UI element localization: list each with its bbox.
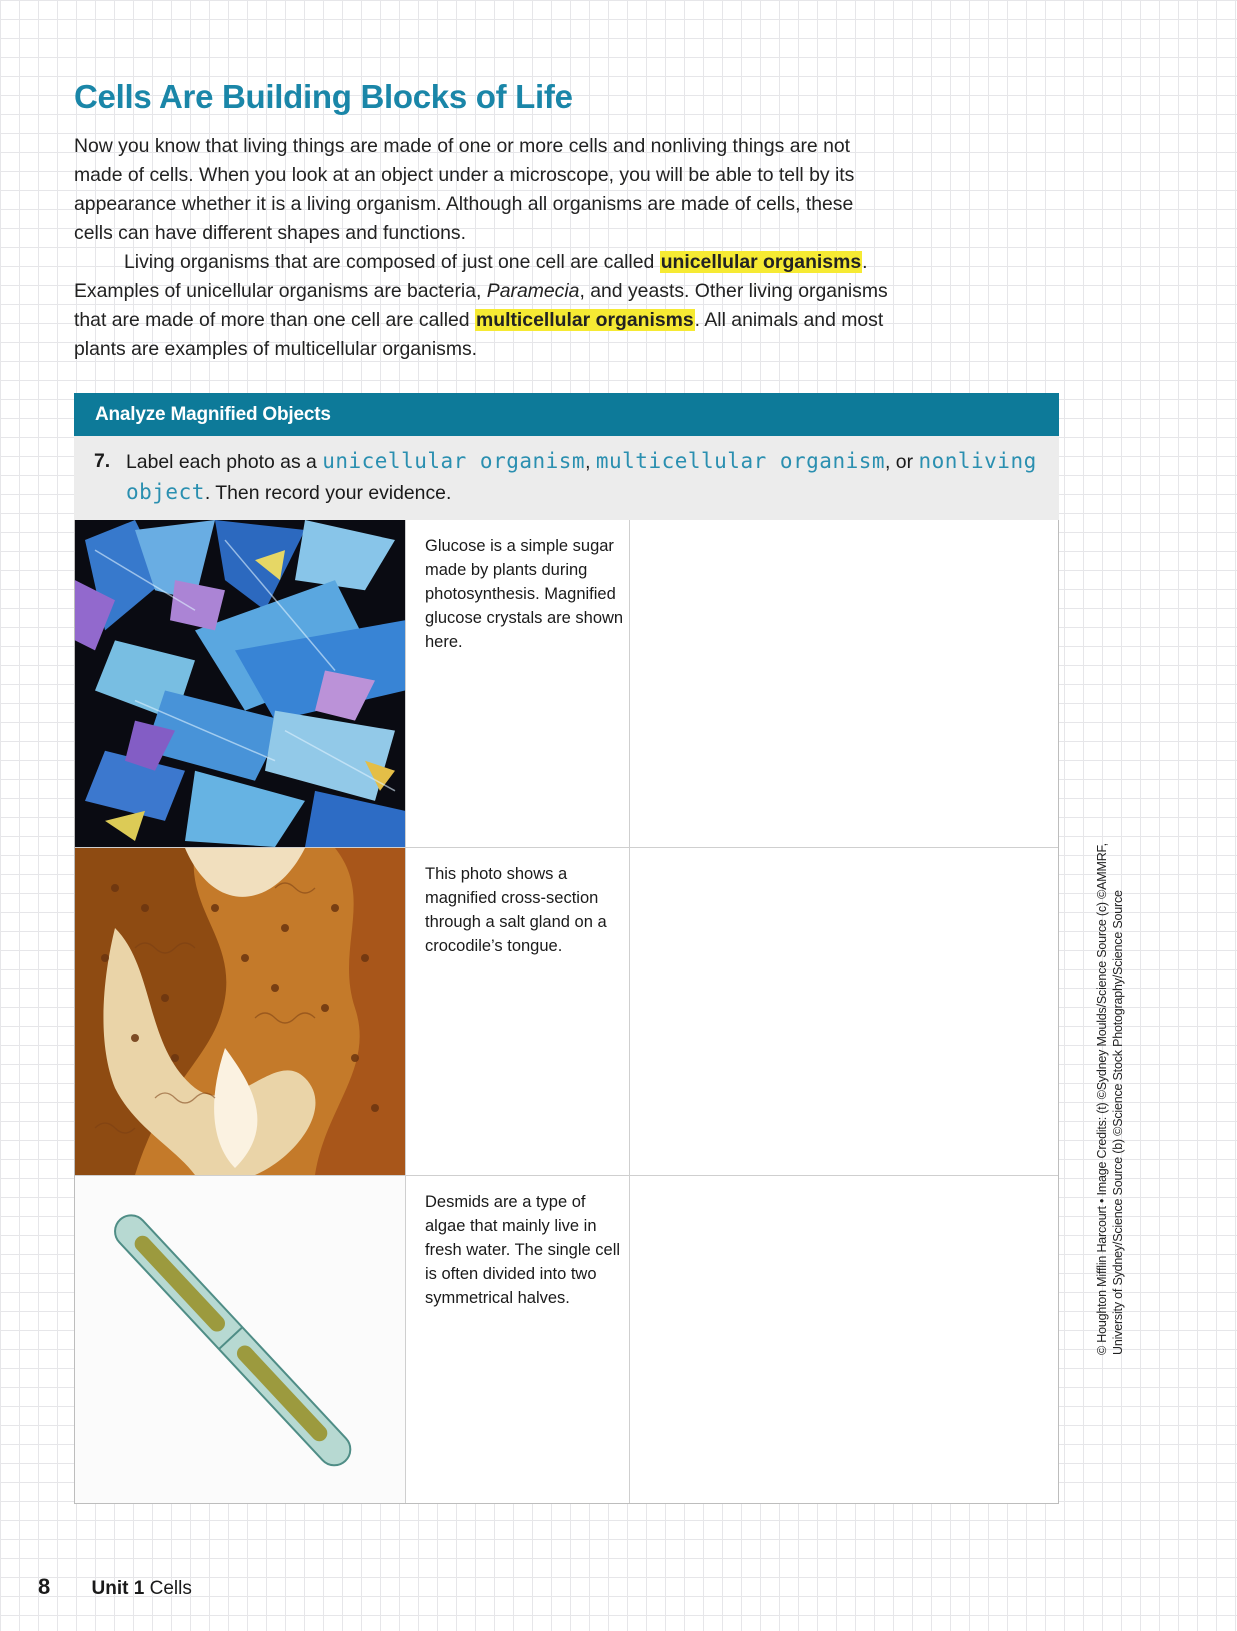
table-row bbox=[75, 1175, 1058, 1503]
table-row bbox=[75, 520, 1058, 847]
image-credits: © Houghton Mifflin Harcourt • Image Credits: (t) ©Sydney Moulds/Science Source (c) ©AMMRF, University of Sydney/Science Source (b) ©Science Stock Photography/Science Source bbox=[1095, 843, 1125, 1355]
page-footer bbox=[38, 1574, 192, 1600]
question-prompt: 7. Label each photo as a unicellular organism, multicellular organism, or nonliving object. Then record your evidence. bbox=[74, 436, 1059, 520]
description-cell: Desmids are a type of algae that mainly live in fresh water. The single cell is often divided into two symmetrical halves. bbox=[406, 1176, 630, 1503]
unit-name: Cells bbox=[149, 1578, 192, 1599]
analyze-activity bbox=[74, 393, 1059, 1504]
option-nonliving: nonliving object bbox=[126, 449, 1037, 504]
intro-text bbox=[74, 132, 894, 364]
unit-label: Unit 1 bbox=[91, 1578, 145, 1599]
page-number: 8 bbox=[38, 1574, 51, 1599]
page-title: Cells Are Building Blocks of Life bbox=[74, 78, 573, 115]
answer-cell[interactable] bbox=[630, 1176, 1058, 1503]
description-cell: Glucose is a simple sugar made by plants during photosynthesis. Magnified glucose crystals are shown here. bbox=[406, 520, 630, 847]
table-row bbox=[75, 847, 1058, 1175]
answer-cell[interactable] bbox=[630, 520, 1058, 847]
activity-header: Analyze Magnified Objects bbox=[74, 393, 1059, 436]
vocab-multicellular: multicellular organisms bbox=[475, 309, 694, 331]
intro-paragraph-1: Now you know that living things are made of one or more cells and nonliving things are not made of cells. When you look at an object under a microscope, you will be able to tell by its appearance whether it is a living organism. Although all organisms are made of cells, these cells can have different shapes and functions. bbox=[74, 135, 855, 244]
answer-cell[interactable] bbox=[630, 848, 1058, 1175]
option-multicellular: multicellular organism bbox=[595, 449, 886, 473]
option-unicellular: unicellular organism bbox=[322, 449, 586, 473]
desmid-photo bbox=[75, 1176, 406, 1503]
salt-gland-photo bbox=[75, 848, 406, 1175]
description-cell: This photo shows a magnified cross-section through a salt gland on a crocodile’s tongue. bbox=[406, 848, 630, 1175]
intro-paragraph-2: Living organisms that are composed of just one cell are called unicellular organisms. Examples of unicellular organisms are bacteria, Paramecia, and yeasts. Other living organisms that are made of more than one cell are called multicellular organisms. All animals and most plants are examples of multicellular organisms. bbox=[74, 251, 888, 360]
question-number: 7. bbox=[94, 450, 111, 472]
glucose-crystals-photo bbox=[75, 520, 406, 847]
vocab-unicellular: unicellular organisms bbox=[660, 251, 862, 273]
evidence-table bbox=[74, 520, 1059, 1504]
